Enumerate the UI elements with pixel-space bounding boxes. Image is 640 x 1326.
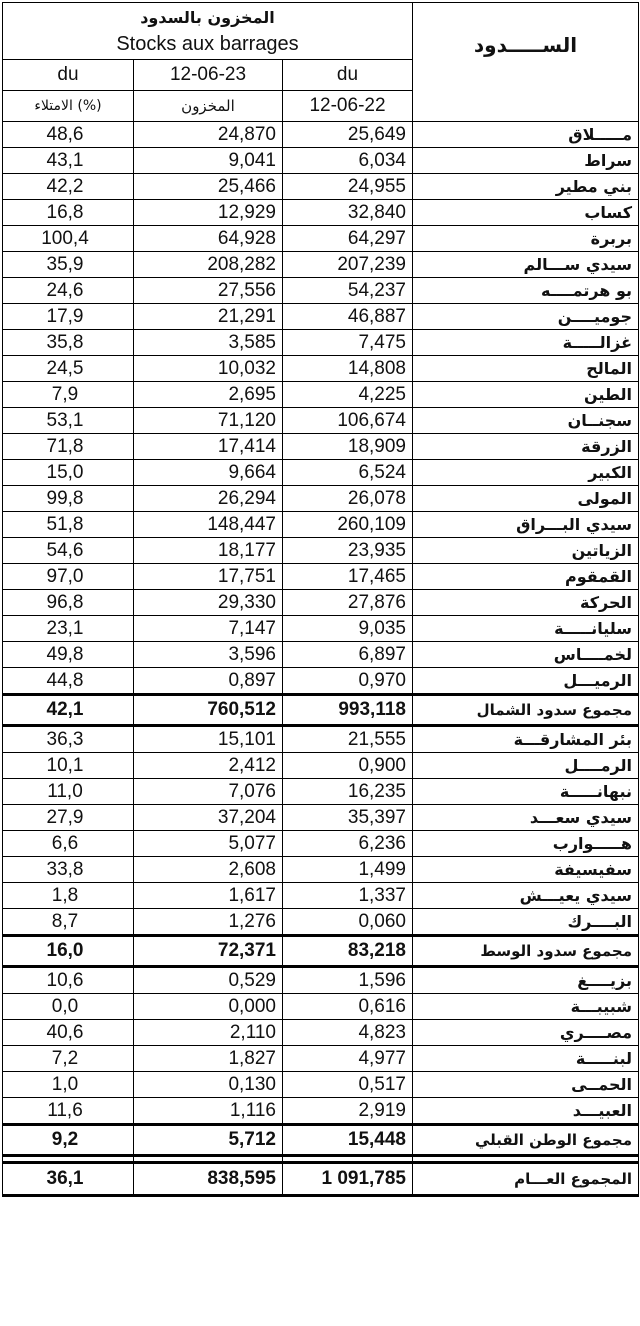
dam-name-cell: بربرة — [413, 226, 639, 252]
stock-2022-cell: 25,649 — [283, 122, 413, 148]
stock-2022-cell: 106,674 — [283, 408, 413, 434]
header-row-title — [3, 3, 639, 60]
stock-2022-cell: 207,239 — [283, 252, 413, 278]
table-row — [3, 967, 639, 994]
fill-percent-cell: 15,0 — [3, 460, 134, 486]
stock-2022-cell: 0,970 — [283, 668, 413, 695]
dam-name-cell: العبيـــد — [413, 1098, 639, 1125]
dam-name-cell: سيدي ســـالم — [413, 252, 639, 278]
title-french: Stocks aux barrages — [116, 33, 299, 55]
stock-2022-cell: 4,977 — [283, 1046, 413, 1072]
stock-2023-cell: 0,529 — [134, 967, 283, 994]
stock-2023-cell: 12,929 — [134, 200, 283, 226]
dam-stocks-table — [2, 2, 639, 1197]
dam-name-cell: سيدي سعـــد — [413, 805, 639, 831]
stock-2023-cell: 3,596 — [134, 642, 283, 668]
fill-percent-cell: 17,9 — [3, 304, 134, 330]
fill-percent-cell: 40,6 — [3, 1020, 134, 1046]
fill-percent-cell: 1,0 — [3, 1072, 134, 1098]
fill-percent-cell: 10,1 — [3, 753, 134, 779]
table-row — [3, 356, 639, 382]
table-row — [3, 278, 639, 304]
stock-2022-cell: 83,218 — [283, 936, 413, 967]
stock-2022-du: du — [283, 60, 413, 91]
table-row — [3, 909, 639, 936]
stock-2023-cell: 2,695 — [134, 382, 283, 408]
fill-percent-cell: 42,2 — [3, 174, 134, 200]
table-row — [3, 1072, 639, 1098]
grand-total-row — [3, 1163, 639, 1196]
stock-2022-cell: 1,499 — [283, 857, 413, 883]
dam-name-cell: مجموع سدود الوسط — [413, 936, 639, 967]
fill-percent-cell: 43,1 — [3, 148, 134, 174]
stock-2022-cell: 23,935 — [283, 538, 413, 564]
stock-2023-cell: 2,110 — [134, 1020, 283, 1046]
fill-percent-cell: 16,0 — [3, 936, 134, 967]
dam-name-cell: كساب — [413, 200, 639, 226]
dam-name-cell: الكبير — [413, 460, 639, 486]
dam-name-cell: الزرقة — [413, 434, 639, 460]
dam-name-cell: مجموع الوطن القبلي — [413, 1125, 639, 1156]
stock-2023-cell: 21,291 — [134, 304, 283, 330]
dam-name-cell: الطين — [413, 382, 639, 408]
north-total-row — [3, 695, 639, 726]
stock-2023-cell: 5,077 — [134, 831, 283, 857]
dams-column-header — [413, 3, 639, 122]
fill-percent-cell: 97,0 — [3, 564, 134, 590]
stock-2022-cell: 0,060 — [283, 909, 413, 936]
stock-2023-cell: 0,897 — [134, 668, 283, 695]
stock-2023-cell: 838,595 — [134, 1163, 283, 1196]
stock-2022-cell: 1,337 — [283, 883, 413, 909]
dam-name-cell: مجموع سدود الشمال — [413, 695, 639, 726]
stock-label: المخزون — [134, 91, 283, 122]
table-row — [3, 226, 639, 252]
dam-name-cell: سليانـــــة — [413, 616, 639, 642]
stock-2023-cell: 27,556 — [134, 278, 283, 304]
stock-2023-cell: 9,041 — [134, 148, 283, 174]
dam-name-cell: القمقوم — [413, 564, 639, 590]
stock-2022-cell: 26,078 — [283, 486, 413, 512]
dam-name-cell: سفيسيفة — [413, 857, 639, 883]
south-total-row — [3, 1125, 639, 1156]
table-row — [3, 726, 639, 753]
fill-percent-cell: 36,1 — [3, 1163, 134, 1196]
fill-percent-cell: 6,6 — [3, 831, 134, 857]
fill-label: الامتلاء (%) — [3, 91, 134, 122]
stock-2023-cell: 1,617 — [134, 883, 283, 909]
gap-cell — [134, 1156, 283, 1163]
stock-2023-cell: 26,294 — [134, 486, 283, 512]
stock-2022-cell: 0,616 — [283, 994, 413, 1020]
stock-2022-cell: 21,555 — [283, 726, 413, 753]
fill-percent-cell: 1,8 — [3, 883, 134, 909]
fill-percent-cell: 7,2 — [3, 1046, 134, 1072]
fill-percent-cell: 7,9 — [3, 382, 134, 408]
dam-name-cell: نبهانـــــة — [413, 779, 639, 805]
stock-2023-cell: 71,120 — [134, 408, 283, 434]
dam-name-cell: غزالـــــة — [413, 330, 639, 356]
table-row — [3, 200, 639, 226]
stock-2022-cell: 4,225 — [283, 382, 413, 408]
fill-percent-cell: 33,8 — [3, 857, 134, 883]
table-row — [3, 148, 639, 174]
dam-name-cell: هـــــوارب — [413, 831, 639, 857]
stock-2022-date: 12-06-22 — [283, 91, 413, 122]
stock-2022-cell: 0,517 — [283, 1072, 413, 1098]
gap-cell — [283, 1156, 413, 1163]
fill-percent-cell: 48,6 — [3, 122, 134, 148]
dam-name-cell: المالح — [413, 356, 639, 382]
table-row — [3, 174, 639, 200]
stock-2023-cell: 25,466 — [134, 174, 283, 200]
table-row — [3, 590, 639, 616]
stock-2023-cell: 18,177 — [134, 538, 283, 564]
table-row — [3, 538, 639, 564]
stock-2023-date: 12-06-23 — [134, 60, 283, 91]
stock-2022-cell: 1,596 — [283, 967, 413, 994]
fill-percent-cell: 8,7 — [3, 909, 134, 936]
stock-2022-cell: 32,840 — [283, 200, 413, 226]
fill-percent-cell: 16,8 — [3, 200, 134, 226]
stock-2023-cell: 0,000 — [134, 994, 283, 1020]
stock-2023-cell: 29,330 — [134, 590, 283, 616]
stock-2022-cell: 2,919 — [283, 1098, 413, 1125]
fill-percent-cell: 71,8 — [3, 434, 134, 460]
stock-2022-cell: 64,297 — [283, 226, 413, 252]
stock-2022-cell: 27,876 — [283, 590, 413, 616]
stock-2022-cell: 993,118 — [283, 695, 413, 726]
fill-percent-cell: 11,0 — [3, 779, 134, 805]
fill-percent-cell: 11,6 — [3, 1098, 134, 1125]
table-row — [3, 382, 639, 408]
dam-name-cell: الزياتين — [413, 538, 639, 564]
table-row — [3, 805, 639, 831]
stock-2022-cell: 0,900 — [283, 753, 413, 779]
dams-label: الســـــدود — [473, 33, 578, 57]
stock-2023-cell: 2,608 — [134, 857, 283, 883]
table-row — [3, 994, 639, 1020]
table-row — [3, 512, 639, 538]
stock-2022-cell: 18,909 — [283, 434, 413, 460]
fill-percent-cell: 99,8 — [3, 486, 134, 512]
fill-percent-cell: 51,8 — [3, 512, 134, 538]
stock-2022-cell: 6,524 — [283, 460, 413, 486]
stock-2022-cell: 6,897 — [283, 642, 413, 668]
stock-2022-cell: 260,109 — [283, 512, 413, 538]
fill-percent-cell: 10,6 — [3, 967, 134, 994]
stock-2023-cell: 3,585 — [134, 330, 283, 356]
fill-percent-cell: 36,3 — [3, 726, 134, 753]
dam-name-cell: شبيبـــة — [413, 994, 639, 1020]
stock-2022-cell: 1 091,785 — [283, 1163, 413, 1196]
stock-2023-cell: 37,204 — [134, 805, 283, 831]
stock-2023-cell: 148,447 — [134, 512, 283, 538]
stock-2022-cell: 17,465 — [283, 564, 413, 590]
dam-name-cell: بئر المشارقـــة — [413, 726, 639, 753]
fill-percent-cell: 54,6 — [3, 538, 134, 564]
stock-2023-cell: 1,116 — [134, 1098, 283, 1125]
dam-name-cell: المجموع العـــام — [413, 1163, 639, 1196]
dam-name-cell: بني مطير — [413, 174, 639, 200]
fill-percent-cell: 42,1 — [3, 695, 134, 726]
section-gap — [3, 1156, 639, 1163]
dam-name-cell: سجنــان — [413, 408, 639, 434]
dam-name-cell: بو هرتمــــه — [413, 278, 639, 304]
dam-name-cell: الرميـــل — [413, 668, 639, 695]
stock-2022-cell: 14,808 — [283, 356, 413, 382]
stock-2022-cell: 54,237 — [283, 278, 413, 304]
dam-name-cell: سراط — [413, 148, 639, 174]
dam-name-cell: الرمــــل — [413, 753, 639, 779]
table-row — [3, 831, 639, 857]
dam-name-cell: لخمــــاس — [413, 642, 639, 668]
table-row — [3, 460, 639, 486]
table-row — [3, 122, 639, 148]
table-row — [3, 642, 639, 668]
fill-percent-cell: 53,1 — [3, 408, 134, 434]
title-arabic: المخزون بالسدود — [140, 8, 275, 27]
table-row — [3, 564, 639, 590]
stock-2022-cell: 24,955 — [283, 174, 413, 200]
fill-percent-cell: 24,6 — [3, 278, 134, 304]
stock-2023-cell: 5,712 — [134, 1125, 283, 1156]
stock-2023-cell: 0,130 — [134, 1072, 283, 1098]
table-row — [3, 330, 639, 356]
stock-2022-cell: 15,448 — [283, 1125, 413, 1156]
dam-name-cell: سيدي يعيـــش — [413, 883, 639, 909]
fill-percent-cell: 49,8 — [3, 642, 134, 668]
stock-2022-cell: 6,034 — [283, 148, 413, 174]
fill-du: du — [3, 60, 134, 91]
stock-2023-cell: 7,076 — [134, 779, 283, 805]
table-row — [3, 1098, 639, 1125]
dam-name-cell: جوميــــن — [413, 304, 639, 330]
table-row — [3, 434, 639, 460]
dam-name-cell: مصــــري — [413, 1020, 639, 1046]
table-row — [3, 753, 639, 779]
table-row — [3, 668, 639, 695]
fill-percent-cell: 100,4 — [3, 226, 134, 252]
dam-name-cell: سيدي البـــراق — [413, 512, 639, 538]
table-row — [3, 883, 639, 909]
stock-2022-cell: 35,397 — [283, 805, 413, 831]
stock-2023-cell: 10,032 — [134, 356, 283, 382]
fill-percent-cell: 24,5 — [3, 356, 134, 382]
stock-2023-cell: 15,101 — [134, 726, 283, 753]
fill-percent-cell: 44,8 — [3, 668, 134, 695]
dam-name-cell: البــــرك — [413, 909, 639, 936]
table-row — [3, 857, 639, 883]
stock-2023-cell: 760,512 — [134, 695, 283, 726]
fill-percent-cell: 35,8 — [3, 330, 134, 356]
stock-2023-cell: 1,276 — [134, 909, 283, 936]
dam-name-cell: الحمــى — [413, 1072, 639, 1098]
stock-2023-cell: 7,147 — [134, 616, 283, 642]
fill-percent-cell: 96,8 — [3, 590, 134, 616]
dam-name-cell: المولى — [413, 486, 639, 512]
fill-percent-cell: 27,9 — [3, 805, 134, 831]
stock-2023-cell: 1,827 — [134, 1046, 283, 1072]
stock-2023-cell: 64,928 — [134, 226, 283, 252]
stock-2023-cell: 17,414 — [134, 434, 283, 460]
table-title — [3, 3, 413, 60]
table-row — [3, 486, 639, 512]
stock-2022-cell: 6,236 — [283, 831, 413, 857]
fill-percent-cell: 0,0 — [3, 994, 134, 1020]
dam-name-cell: مـــــلاق — [413, 122, 639, 148]
dam-name-cell: بزيــــغ — [413, 967, 639, 994]
table-row — [3, 1020, 639, 1046]
stock-2023-cell: 17,751 — [134, 564, 283, 590]
table-row — [3, 1046, 639, 1072]
stock-2023-cell: 24,870 — [134, 122, 283, 148]
table-row — [3, 616, 639, 642]
table-row — [3, 252, 639, 278]
stock-2022-cell: 7,475 — [283, 330, 413, 356]
gap-cell — [413, 1156, 639, 1163]
center-total-row — [3, 936, 639, 967]
stock-2022-cell: 16,235 — [283, 779, 413, 805]
stock-2023-cell: 72,371 — [134, 936, 283, 967]
gap-cell — [3, 1156, 134, 1163]
dam-name-cell: لبنـــــة — [413, 1046, 639, 1072]
stock-2022-cell: 46,887 — [283, 304, 413, 330]
table-row — [3, 304, 639, 330]
stock-2022-cell: 9,035 — [283, 616, 413, 642]
stock-2023-cell: 9,664 — [134, 460, 283, 486]
fill-percent-cell: 35,9 — [3, 252, 134, 278]
stock-2023-cell: 208,282 — [134, 252, 283, 278]
stock-2023-cell: 2,412 — [134, 753, 283, 779]
fill-percent-cell: 23,1 — [3, 616, 134, 642]
dam-name-cell: الحركة — [413, 590, 639, 616]
table-row — [3, 779, 639, 805]
fill-percent-cell: 9,2 — [3, 1125, 134, 1156]
table-row — [3, 408, 639, 434]
stock-2022-cell: 4,823 — [283, 1020, 413, 1046]
